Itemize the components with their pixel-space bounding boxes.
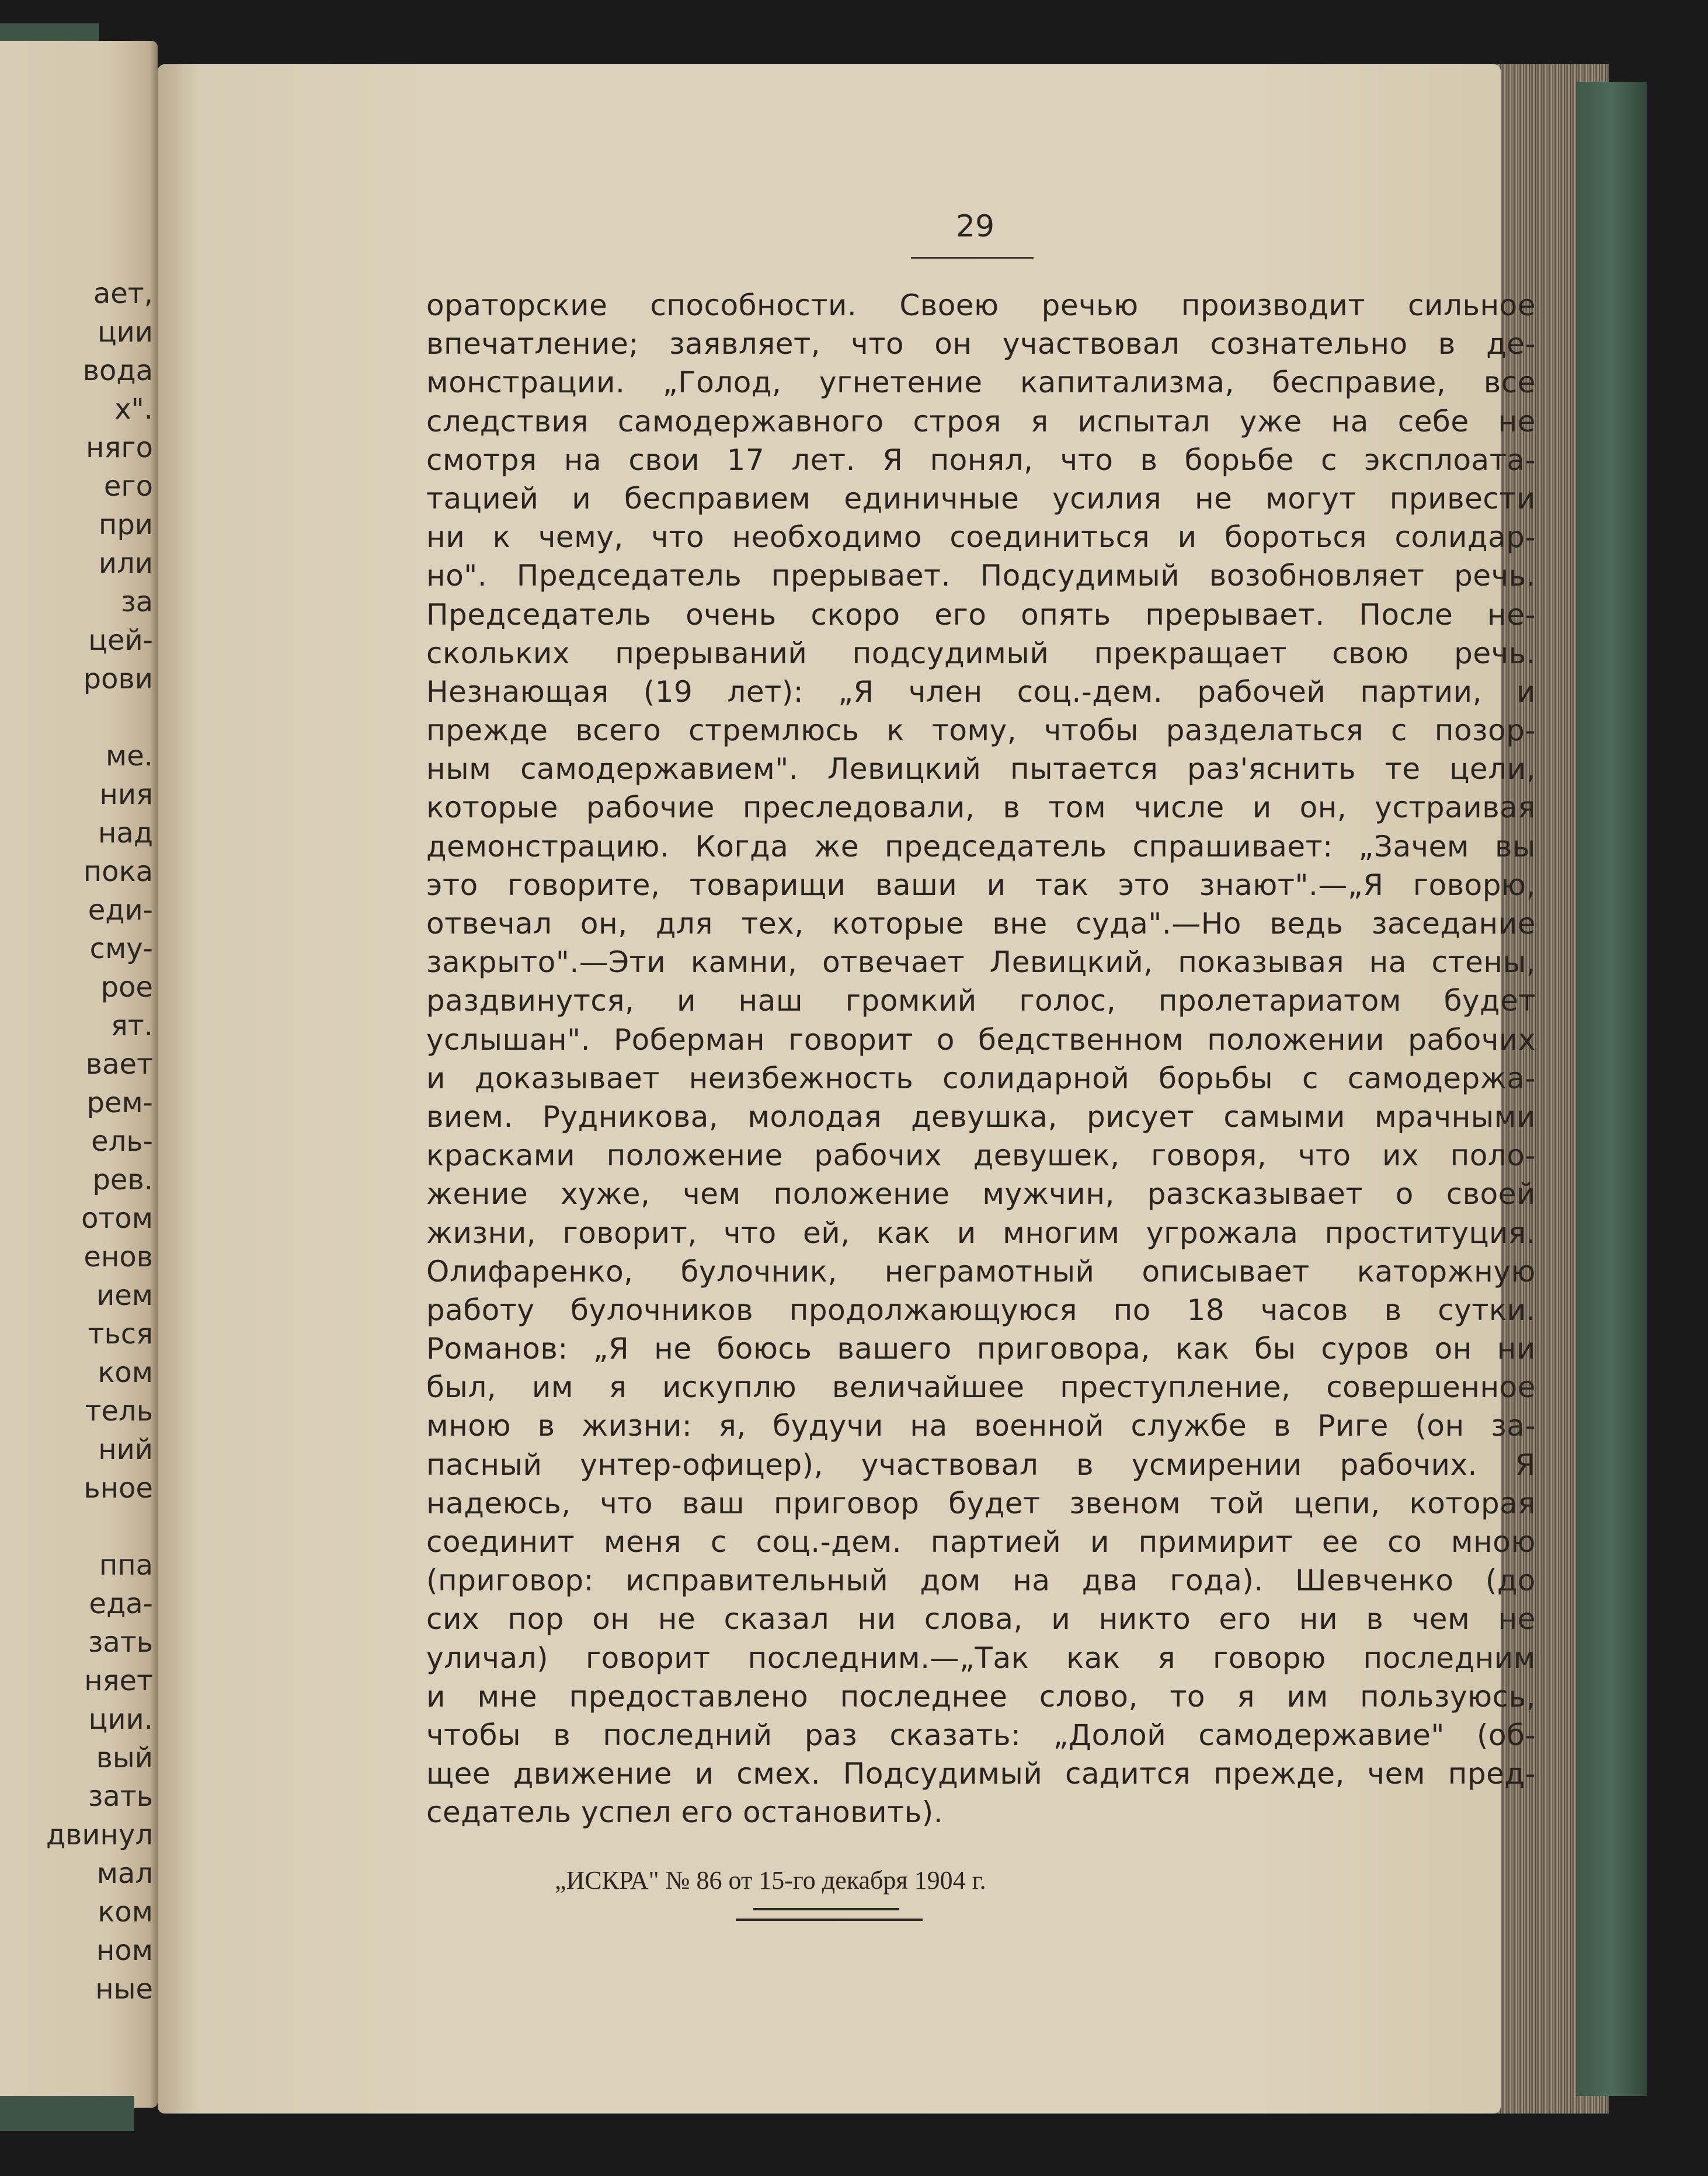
facing-page-line: ят. [110, 1009, 153, 1042]
page-number: 29 [955, 209, 995, 244]
facing-page-line: ться [88, 1318, 153, 1350]
text-line: услышан". Роберман говорит о бедственном положении рабочих [426, 1022, 1536, 1057]
text-line: монстрации. „Голод, угнетение капитализма, бесправие, все [426, 365, 1536, 400]
text-line: седатель успел его остановить). [426, 1795, 944, 1830]
facing-page-line: ком [98, 1896, 153, 1928]
text-line: ным самодержавием". Левицкий пытается раз'яснить те цели, [426, 752, 1536, 786]
facing-page-line [0, 1507, 153, 1546]
facing-page-line: рое [100, 971, 153, 1004]
page-number-rule [911, 257, 1034, 259]
facing-page-line: ния [99, 778, 153, 811]
text-line: мною в жизни: я, будучи на военной службе в Риге (он за- [426, 1409, 1536, 1443]
facing-page-line: его [103, 470, 153, 503]
facing-page-line: ции [97, 316, 153, 349]
text-line: чтобы в последний раз сказать: „Долой самодержавие" (об- [426, 1718, 1536, 1752]
facing-page-line: пока [83, 855, 153, 888]
facing-page-line: вода [82, 354, 153, 387]
facing-page-line: цей- [88, 624, 153, 657]
text-line: раздвинутся, и наш громкий голос, пролетариатом будет [426, 984, 1536, 1018]
facing-page-line: зать [88, 1626, 153, 1659]
facing-page-line: двинул [46, 1819, 153, 1851]
facing-page-line: при [98, 509, 153, 541]
facing-page-line: отом [81, 1202, 153, 1235]
text-line: жение хуже, чем положение мужчин, разсказывает о своей [426, 1177, 1536, 1211]
text-line: и мне предоставлено последнее слово, то я им пользуюсь, [426, 1679, 1536, 1714]
text-line: соединит меня с соц.-дем. партией и примирит ее со мною [426, 1525, 1536, 1559]
text-line: ораторские способности. Своею речью производит сильное [426, 288, 1536, 322]
text-line: жизни, говорит, что ей, как и многим угрожала проституция. [426, 1216, 1536, 1250]
text-line: следствия самодержавного строя я испытал уже на себе не [426, 404, 1536, 438]
facing-page-line: ием [96, 1279, 153, 1312]
text-line: отвечал он, для тех, которые вне суда".—Но ведь заседание [426, 907, 1536, 941]
end-rule-top [753, 1908, 899, 1910]
facing-page-line: еда- [89, 1587, 153, 1620]
facing-page-line: за [121, 586, 153, 618]
text-line: вием. Рудникова, молодая девушка, рисует самыми мрачными [426, 1099, 1536, 1134]
facing-page-line: рев. [92, 1164, 153, 1196]
text-line: но". Председатель прерывает. Подсудимый возобновляет речь. [426, 559, 1536, 593]
facing-page-line: ппа [99, 1549, 153, 1582]
facing-page-line: тель [85, 1395, 153, 1428]
facing-page-line: мал [96, 1857, 153, 1890]
text-line: пасный унтер-офицер), участвовал в усмирении рабочих. Я [426, 1447, 1536, 1482]
text-line: прежде всего стремлюсь к тому, чтобы разделаться с позор- [426, 713, 1536, 748]
facing-page-line: няет [84, 1665, 153, 1697]
facing-page-line: ные [95, 1973, 153, 2006]
book-cover-edge [1577, 82, 1647, 2096]
facing-page-line: ьное [84, 1472, 153, 1505]
facing-page-line: ции. [88, 1703, 153, 1736]
left-cover-bottom [0, 2096, 134, 2131]
text-line: надеюсь, что ваш приговор будет звеном той цепи, которая [426, 1486, 1536, 1520]
text-line: которые рабочие преследовали, в том числе и он, устраивая [426, 791, 1536, 825]
text-line: красками положение рабочих девушек, говоря, что их поло- [426, 1139, 1536, 1173]
facing-page-line: сму- [89, 932, 153, 965]
facing-page-line: или [98, 547, 153, 580]
facing-page-text [0, 274, 153, 2008]
text-line: Незнающая (19 лет): „Я член соц.-дем. рабочей партии, и [426, 674, 1536, 709]
facing-page-line: зать [88, 1780, 153, 1813]
text-line: и доказывает неизбежность солидарной борьбы с самодержа- [426, 1061, 1536, 1095]
text-line: Олифаренко, булочник, неграмотный описывает каторжную [426, 1254, 1536, 1289]
facing-page-line: ном [96, 1934, 153, 1967]
text-line: уличал) говорит последним.—„Так как я говорю последним [426, 1641, 1536, 1675]
facing-page-line: ель- [91, 1125, 153, 1158]
text-line: ни к чему, что необходимо соединиться и бороться солидар- [426, 520, 1536, 555]
facing-page-line: вый [96, 1742, 153, 1774]
facing-page-line: ме. [106, 740, 153, 772]
text-line: Председатель очень скоро его опять прерывает. После не- [426, 597, 1536, 632]
facing-page-line: еди- [88, 894, 153, 927]
text-line: сих пор он не сказал ни слова, и никто его ни в чем не [426, 1602, 1536, 1637]
text-line: впечатление; заявляет, что он участвовал сознательно в де- [426, 327, 1536, 361]
facing-page-line: над [98, 817, 153, 849]
facing-page-line: енов [84, 1241, 153, 1273]
facing-page-line: няго [86, 431, 153, 464]
source-citation: „ИСКРА" № 86 от 15-го декабря 1904 г. [555, 1866, 986, 1895]
text-line: работу булочников продолжающуюся по 18 часов в сутки. [426, 1293, 1536, 1327]
book-page [158, 64, 1536, 2114]
facing-page-line: вает [85, 1048, 153, 1081]
facing-page-line: рем- [86, 1087, 153, 1119]
text-line: закрыто".—Эти камни, отвечает Левицкий, показывая на стены, [426, 945, 1536, 980]
facing-page-line: ает, [93, 277, 153, 310]
facing-page-line: ком [98, 1356, 153, 1389]
facing-page-line: рови [83, 663, 153, 695]
facing-page-line: х". [114, 393, 153, 426]
text-line: демонстрацию. Когда же председатель спрашивает: „Зачем вы [426, 829, 1536, 864]
text-line: это говорите, товарищи ваши и так это знают".—„Я говорю, [426, 868, 1536, 902]
text-line: тацией и бесправием единичные усилия не могут привести [426, 481, 1536, 516]
body-text [426, 286, 1536, 1832]
facing-page-line: ний [98, 1433, 153, 1466]
facing-page [0, 41, 158, 2108]
facing-page-line [0, 698, 153, 737]
text-line: (приговор: исправительный дом на два года). Шевченко (до [426, 1564, 1536, 1598]
text-line: Романов: „Я не боюсь вашего приговора, как бы суров он ни [426, 1332, 1536, 1366]
text-line: смотря на свои 17 лет. Я понял, что в борьбе с эксплоата- [426, 443, 1536, 477]
text-line: был, им я искуплю величайшее преступление, совершенное [426, 1370, 1536, 1405]
text-line: скольких прерываний подсудимый прекращает свою речь. [426, 636, 1536, 670]
text-line: щее движение и смех. Подсудимый садится прежде, чем пред- [426, 1757, 1536, 1791]
end-rule-bottom [736, 1919, 923, 1921]
